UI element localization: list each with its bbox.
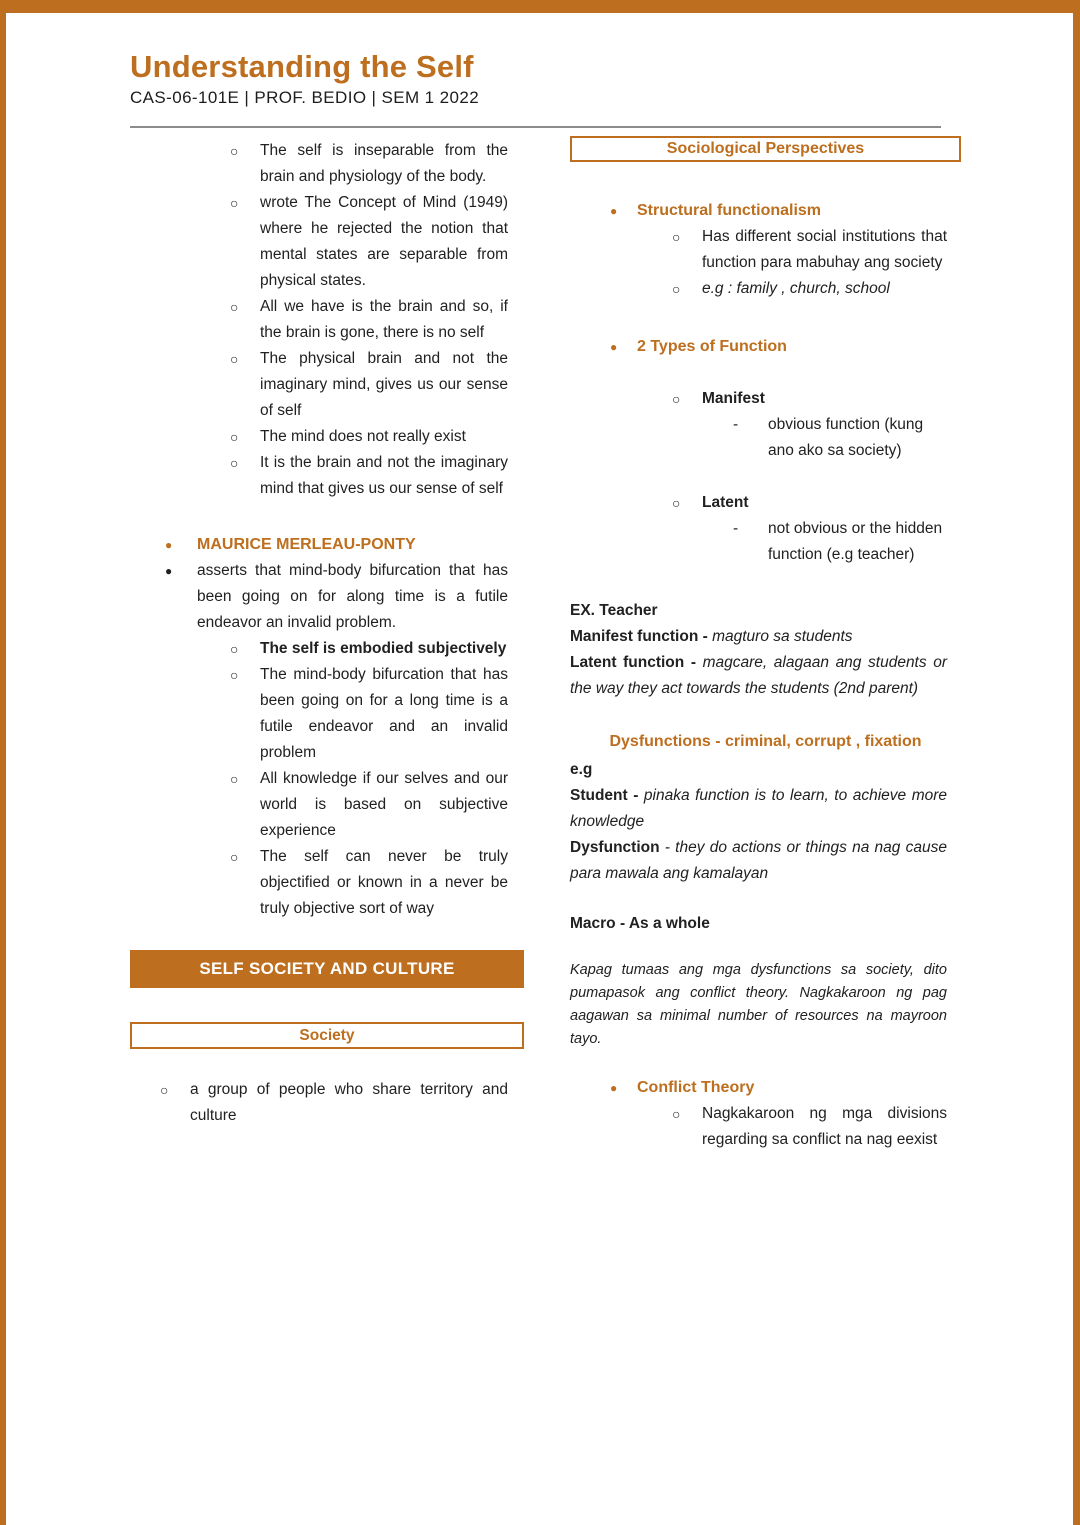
macro-line: Macro - As a whole: [570, 915, 710, 932]
hollow-bullet-icon: ○: [672, 1106, 681, 1122]
list-item: [130, 138, 524, 190]
list-item: [130, 844, 524, 922]
page-border-right: [1073, 0, 1080, 1525]
list-item-text: It is the brain and not the imaginary mind that gives us our sense of self: [260, 454, 508, 497]
section-heading-merleau: [130, 532, 524, 558]
hollow-bullet-icon: ○: [230, 771, 239, 787]
page-subtitle: CAS-06-101E | PROF. BEDIO | SEM 1 2022: [130, 88, 480, 107]
page-title: Understanding the Self: [130, 49, 474, 84]
dysfunction-line: [570, 835, 947, 887]
hollow-bullet-icon: ○: [230, 667, 239, 683]
teacher-example: [570, 598, 961, 702]
list-item: [130, 766, 524, 844]
sociological-perspectives-title-box: Sociological Perspectives: [570, 136, 961, 162]
list-item-text: The physical brain and not the imaginary mind, gives us our sense of self: [260, 350, 508, 419]
hollow-bullet-icon: ○: [230, 429, 239, 445]
list-item-text: a group of people who share territory and culture: [190, 1081, 508, 1124]
hollow-bullet-icon: ○: [230, 641, 239, 657]
list-item: [130, 450, 524, 502]
section-heading-text: 2 Types of Function: [637, 338, 787, 355]
list-item-text: asserts that mind-body bifurcation that has been going on for along time is a futile endeavor an invalid problem.: [197, 562, 508, 631]
latent-function-line: [570, 650, 947, 702]
example-label: EX. Teacher: [570, 602, 658, 619]
list-item-text: The self is embodied subjectively: [260, 640, 507, 657]
dysfunction-term: Dysfunction: [570, 839, 660, 856]
filled-bullet-icon: ●: [610, 340, 618, 354]
list-item-text: e.g : family , church, school: [702, 280, 890, 297]
list-item: [130, 190, 524, 294]
student-term: Student -: [570, 787, 639, 804]
hollow-bullet-icon: ○: [672, 391, 681, 407]
right-column: [570, 136, 961, 1153]
dysfunctions-heading: Dysfunctions - criminal, corrupt , fixation: [609, 733, 922, 750]
conflict-intro-paragraph: Kapag tumaas ang mga dysfunctions sa society, dito pumapasok ang conflict theory. Nagkakaroon ng pag aagawan sa minimal number of resources na mayroon tayo.: [570, 962, 947, 1047]
section-heading-text: Conflict Theory: [637, 1079, 755, 1096]
filled-bullet-icon: ●: [165, 564, 173, 578]
list-item-text: Latent: [702, 494, 749, 511]
list-item: [130, 558, 524, 636]
eg-label: e.g: [570, 761, 593, 778]
list-item: [130, 1077, 524, 1129]
list-item-text: The self can never be truly objectified or known in a never be truly objective sort of way: [260, 848, 508, 917]
list-item: [130, 424, 524, 450]
hollow-bullet-icon: ○: [230, 195, 239, 211]
header-divider: [130, 126, 941, 128]
list-item-latent: [570, 490, 961, 516]
list-item: [130, 294, 524, 346]
dysfunction-example: [570, 757, 961, 887]
left-column: [130, 138, 524, 1129]
list-item-text: All knowledge if our selves and our world is based on subjective experience: [260, 770, 508, 839]
list-item-text: Nagkakaroon ng mga divisions regarding sa conflict na nag eexist: [702, 1105, 947, 1148]
list-item-text: Manifest: [702, 390, 765, 407]
society-title-box: Society: [130, 1022, 524, 1049]
section-heading-text: Structural functionalism: [637, 202, 822, 219]
section-banner-self-society-culture: SELF SOCIETY AND CULTURE: [130, 950, 524, 988]
hollow-bullet-icon: ○: [230, 849, 239, 865]
list-item-text: wrote The Concept of Mind (1949) where he rejected the notion that mental states are separable from physical states.: [260, 194, 508, 289]
section-heading-text: MAURICE MERLEAU-PONTY: [197, 536, 416, 553]
hollow-bullet-icon: ○: [672, 281, 681, 297]
list-item: [130, 346, 524, 424]
list-item: [570, 224, 961, 276]
latent-function-def: magcare, alagaan ang students or the way they act towards the students (2nd parent): [570, 654, 947, 697]
list-item-text: Has different social institutions that function para mabuhay ang society: [702, 228, 947, 271]
manifest-function-def: magturo sa students: [712, 628, 853, 645]
section-heading-conflict-theory: [570, 1075, 961, 1101]
list-item-text: The mind-body bifurcation that has been going on for a long time is a futile endeavor and an invalid problem: [260, 666, 508, 761]
list-item-text: The self is inseparable from the brain and physiology of the body.: [260, 142, 508, 185]
student-def: pinaka function is to learn, to achieve more knowledge: [570, 787, 948, 830]
page-border-top: [0, 0, 1080, 13]
filled-bullet-icon: ●: [610, 1081, 618, 1095]
hollow-bullet-icon: ○: [160, 1082, 169, 1098]
manifest-function-line: [570, 624, 947, 650]
hollow-bullet-icon: ○: [230, 351, 239, 367]
filled-bullet-icon: ●: [165, 538, 173, 552]
page-border-left: [0, 0, 6, 1525]
latent-function-term: Latent function -: [570, 654, 696, 671]
list-item: [570, 1101, 961, 1153]
list-item-text: not obvious or the hidden function (e.g teacher): [768, 520, 943, 563]
dash-bullet-icon: -: [733, 416, 739, 433]
filled-bullet-icon: ●: [610, 204, 618, 218]
list-item-text: obvious function (kung ano ako sa society): [768, 416, 924, 459]
hollow-bullet-icon: ○: [230, 143, 239, 159]
section-heading-types-of-function: [570, 334, 961, 360]
list-item: [570, 276, 961, 302]
dash-bullet-icon: -: [733, 520, 739, 537]
list-item-text: The mind does not really exist: [260, 428, 466, 445]
section-heading-structural-functionalism: [570, 198, 961, 224]
list-item: [570, 412, 961, 464]
dysfunction-def: - they do actions or things na nag cause para mawala ang kamalayan: [570, 839, 947, 882]
hollow-bullet-icon: ○: [672, 229, 681, 245]
hollow-bullet-icon: ○: [672, 495, 681, 511]
hollow-bullet-icon: ○: [230, 299, 239, 315]
student-line: [570, 783, 947, 835]
list-item: [130, 636, 524, 662]
manifest-function-term: Manifest function -: [570, 628, 708, 645]
list-item: [130, 662, 524, 766]
list-item-text: All we have is the brain and so, if the brain is gone, there is no self: [260, 298, 508, 341]
list-item-manifest: [570, 386, 961, 412]
header: [130, 50, 479, 108]
list-item: [570, 516, 961, 568]
hollow-bullet-icon: ○: [230, 455, 239, 471]
